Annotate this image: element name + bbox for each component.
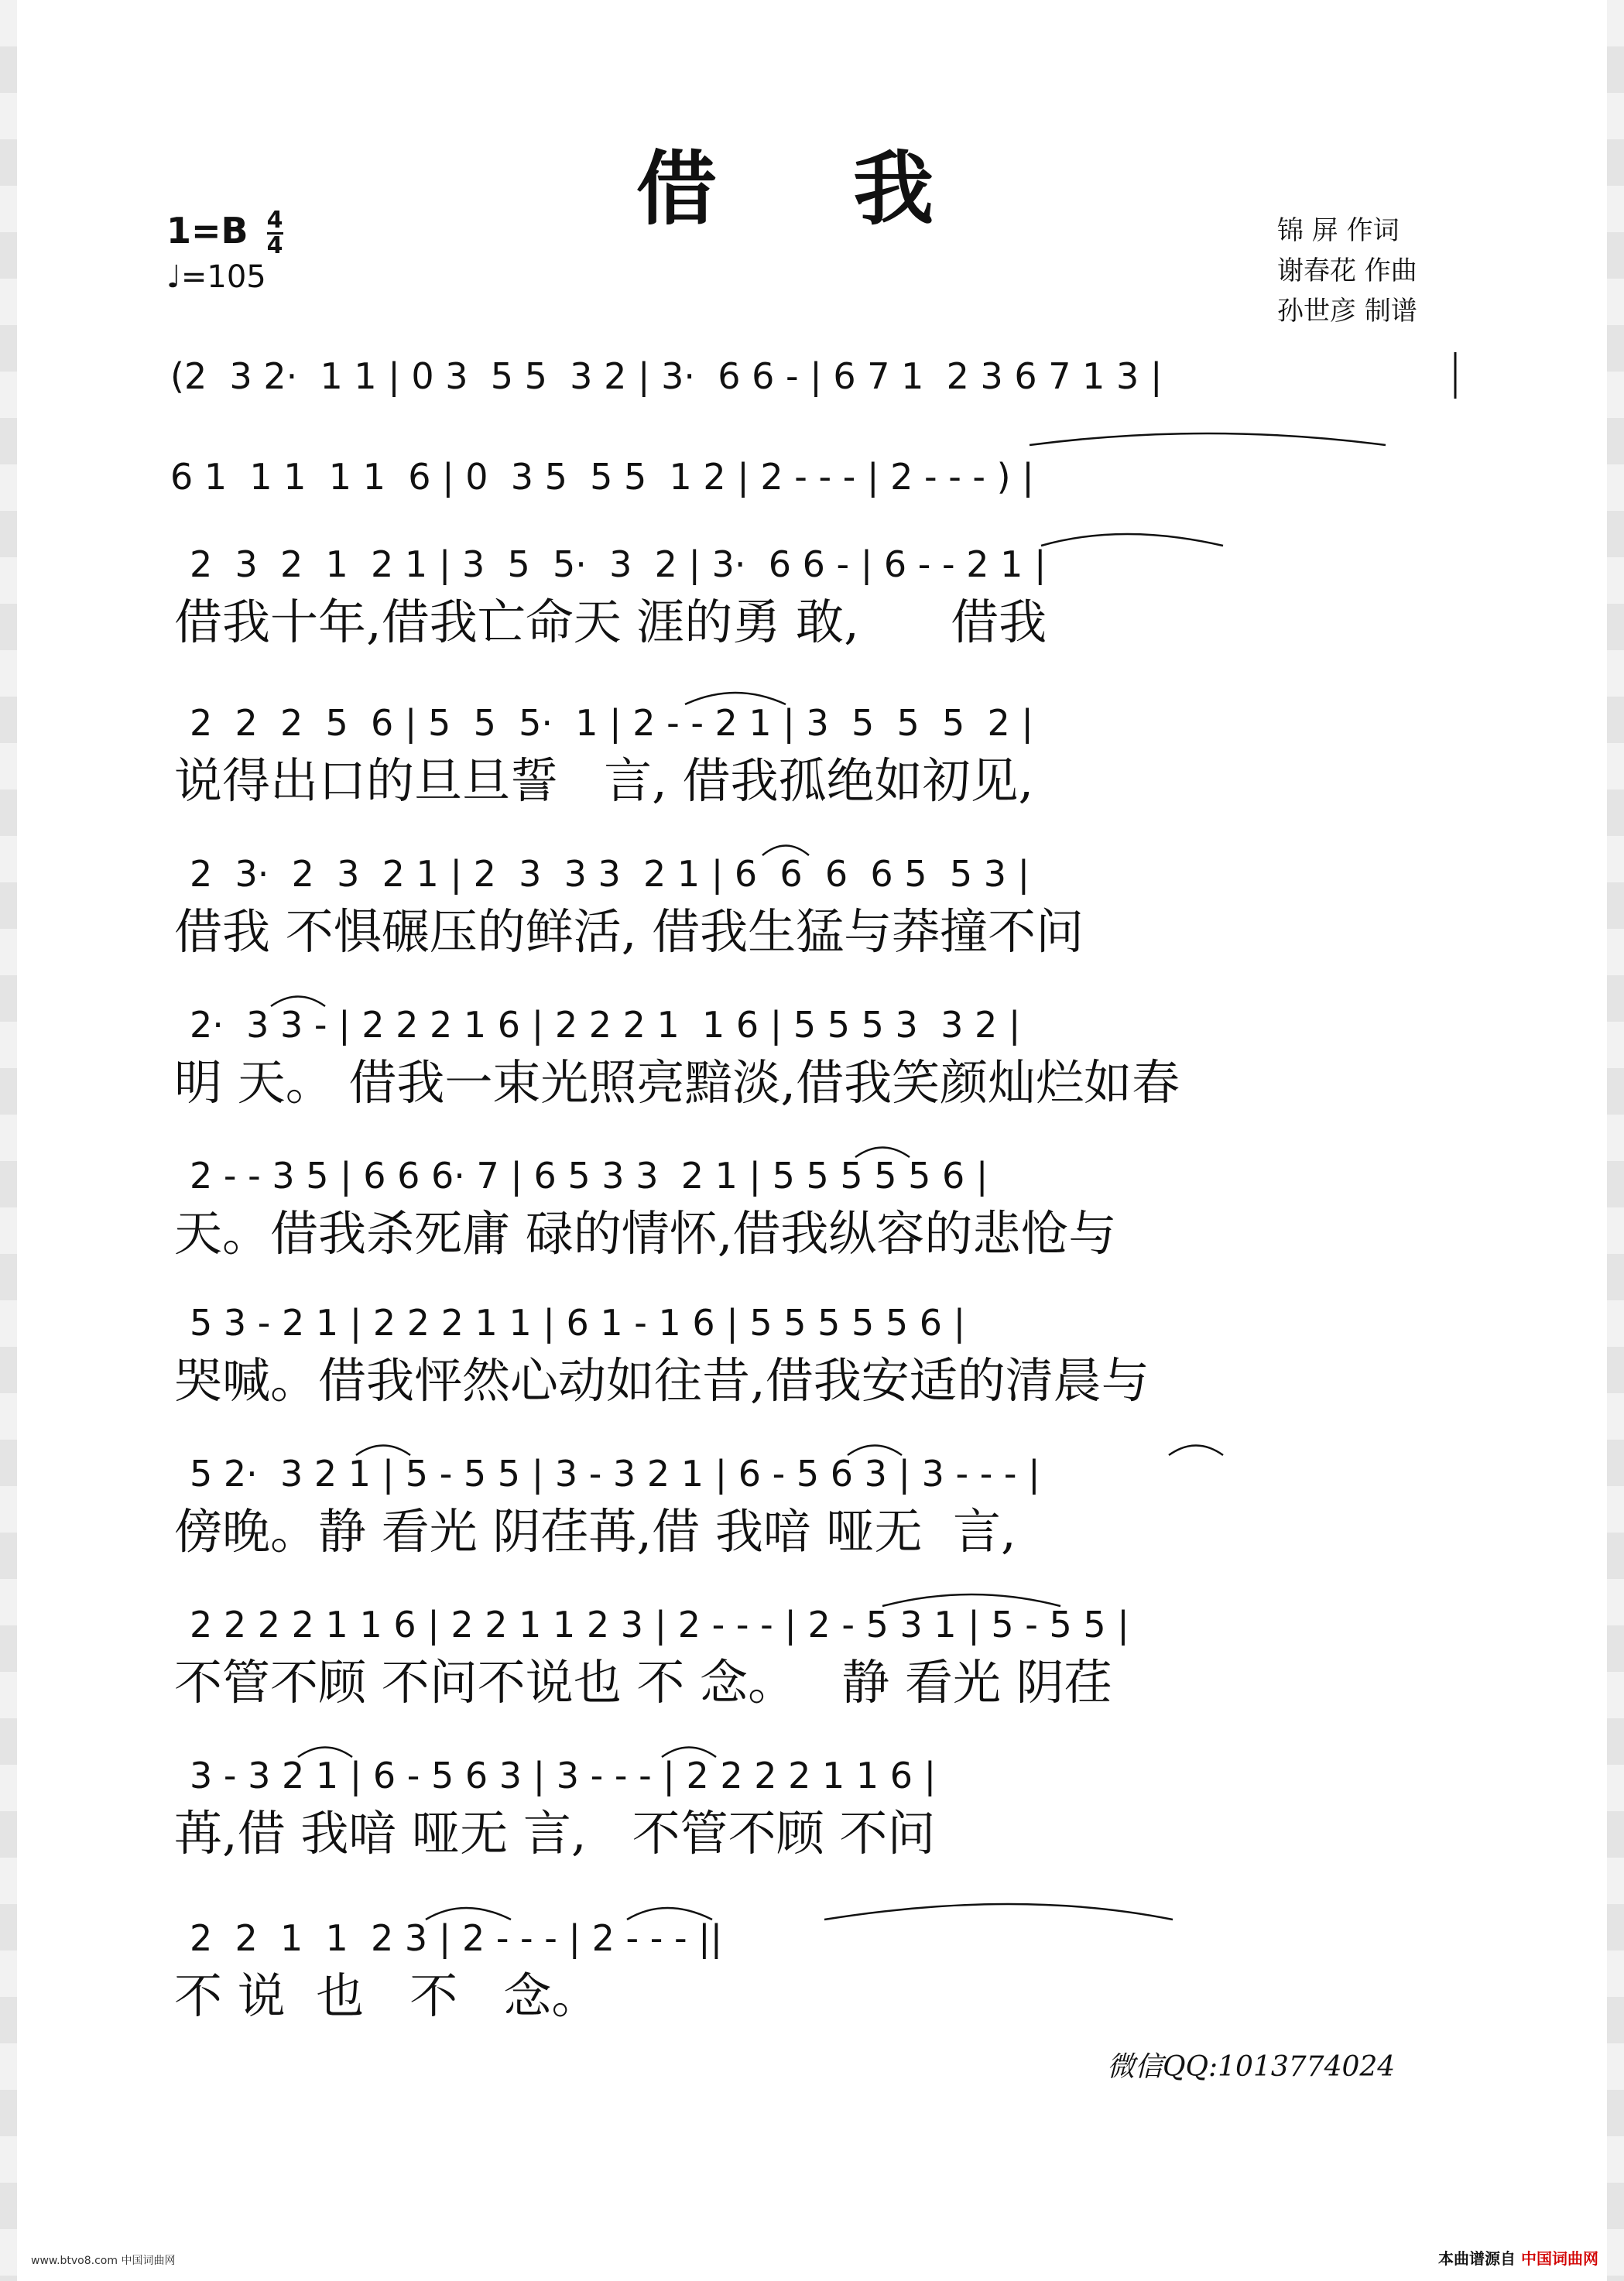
lyrics-row-10: 不管不顾 不问不说也 不 念。 静 看光 阴荏 bbox=[174, 1654, 1112, 1711]
row-7 bbox=[174, 1148, 1116, 1262]
notes-row-8: 5 3 - 2 1 | 2 2 2 1 1 | 6 1 - 1 6 | 5 5 5 5 5 6 | bbox=[190, 1302, 966, 1344]
source-site: 中国词曲网 bbox=[1520, 2249, 1598, 2268]
lyrics-row-6: 明 天。 借我一束光照亮黯淡,借我笑颜灿烂如春 bbox=[174, 1054, 1180, 1111]
notes-row-2: 6 1 1 1 1 1 6 | 0 3 5 5 5 1 2 | 2 - - - | 2 - - - ) | bbox=[170, 456, 1034, 498]
lyrics-row-4: 说得出口的旦旦誓 言, 借我孤绝如初见, bbox=[174, 752, 1034, 809]
row-1 bbox=[170, 352, 1455, 399]
tie-arc bbox=[1169, 1446, 1223, 1456]
lyrics-row-12: 不 说 也 不 念。 bbox=[174, 1968, 600, 2024]
notes-row-4: 2 2 2 5 6 | 5 5 5· 1 | 2 - - 2 1 | 3 5 5 5 2 | bbox=[190, 702, 1033, 744]
notes-row-7: 2 - - 3 5 | 6 6 6· 7 | 6 5 3 3 2 1 | 5 5 5 5 5 6 | bbox=[190, 1155, 988, 1197]
row-12 bbox=[174, 1904, 1173, 2024]
lyrics-row-8: 哭喊。借我怦然心动如往昔,借我安适的清晨与 bbox=[174, 1352, 1149, 1409]
row-2 bbox=[170, 433, 1386, 498]
notes-row-1: (2 3 2· 1 1 | 0 3 5 5 3 2 | 3· 6 6 - | 6 7 1 2 3 6 7 1 3 | bbox=[170, 355, 1163, 397]
site-watermark-left: www.btvo8.com 中国词曲网 bbox=[31, 2255, 176, 2267]
tie-arc bbox=[1030, 433, 1386, 445]
row-10 bbox=[174, 1594, 1129, 1711]
tempo-marking: ♩=105 bbox=[166, 259, 266, 295]
composer-credit: 谢春花 作曲 bbox=[1277, 255, 1417, 286]
song-title: 借 我 bbox=[636, 141, 988, 236]
lyrics-row-9: 傍晚。静 看光 阴荏苒,借 我喑 哑无 言, bbox=[174, 1503, 1016, 1560]
row-8 bbox=[174, 1302, 1149, 1409]
wechat-contact: 微信QQ:1013774024 bbox=[1107, 2051, 1396, 2083]
notes-row-3: 2 3 2 1 2 1 | 3 5 5· 3 2 | 3· 6 6 - | 6 - - 2 1 | bbox=[190, 543, 1047, 585]
row-5 bbox=[174, 846, 1084, 961]
notes-row-10: 2 2 2 2 1 1 6 | 2 2 1 1 2 3 | 2 - - - | 2 - 5 3 1 | 5 - 5 5 | bbox=[190, 1604, 1129, 1646]
lyrics-row-11: 苒,借 我喑 哑无 言, 不管不顾 不问 bbox=[174, 1805, 936, 1861]
row-3 bbox=[174, 534, 1223, 650]
notes-row-6: 2· 3 3 - | 2 2 2 1 6 | 2 2 2 1 1 6 | 5 5 5 3 3 2 | bbox=[190, 1004, 1021, 1046]
lyricist-credit: 锦 屏 作词 bbox=[1277, 215, 1400, 246]
tie-arc bbox=[824, 1904, 1173, 1920]
notes-row-9: 5 2· 3 2 1 | 5 - 5 5 | 3 - 3 2 1 | 6 - 5 6 3 | 3 - - - | bbox=[190, 1453, 1040, 1495]
notes-row-12: 2 2 1 1 2 3 | 2 - - - | 2 - - - || bbox=[190, 1917, 723, 1959]
time-top: 4 bbox=[266, 207, 283, 234]
tie-arc bbox=[1041, 534, 1223, 546]
notes-row-11: 3 - 3 2 1 | 6 - 5 6 3 | 3 - - - | 2 2 2 2 1 1 6 | bbox=[190, 1755, 937, 1796]
notes-row-5: 2 3· 2 3 2 1 | 2 3 3 3 2 1 | 6 6 6 6 5 5 3 | bbox=[190, 853, 1030, 895]
time-bottom: 4 bbox=[266, 232, 283, 259]
lyrics-row-5: 借我 不惧碾压的鲜活, 借我生猛与莽撞不问 bbox=[174, 903, 1084, 960]
source-label: 本曲谱源自 bbox=[1438, 2249, 1516, 2268]
key-label: 1=B bbox=[166, 210, 248, 252]
lyrics-row-3: 借我十年,借我亡命天 涯的勇 敢, 借我 bbox=[174, 594, 1047, 650]
row-11 bbox=[174, 1748, 936, 1862]
site-watermark-right bbox=[1438, 2246, 1598, 2269]
row-9 bbox=[174, 1446, 1223, 1560]
row-4 bbox=[174, 693, 1033, 809]
transcriber-credit: 孙世彦 制谱 bbox=[1277, 296, 1417, 327]
row-6 bbox=[174, 997, 1180, 1111]
lyrics-row-7: 天。借我杀死庸 碌的情怀,借我纵容的悲怆与 bbox=[174, 1205, 1117, 1262]
